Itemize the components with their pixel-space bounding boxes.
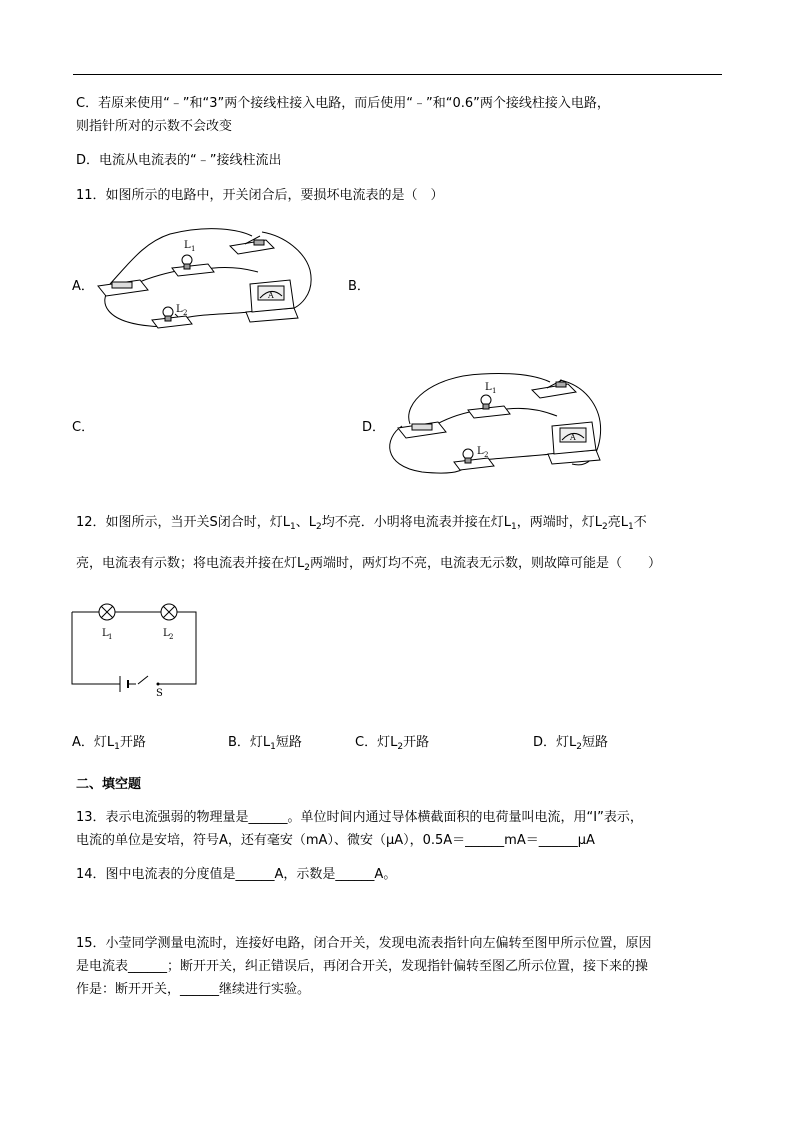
- q10-option-d: D．电流从电流表的“﹣”接线柱流出: [76, 153, 282, 168]
- q15-line3: 作是：断开开关，______继续进行实验。: [76, 982, 311, 997]
- switch-icon: [230, 236, 274, 254]
- q15-line1: 15．小莹同学测量电流时，连接好电路，闭合开关，发现电流表指针向左偏转至图甲所示位置，原因: [76, 936, 652, 951]
- q12-opt-c-text2: 开路: [403, 735, 430, 750]
- q12-opt-a-text2: 开路: [119, 735, 146, 750]
- q12-opt-b-text2: 短路: [275, 735, 302, 750]
- fig-a-lamp1-label: L: [184, 240, 191, 251]
- fig-d-meter-label: A: [570, 433, 576, 442]
- q11-option-d-label: D．: [362, 420, 386, 435]
- q12-stem1-e: 亮L: [607, 515, 628, 530]
- q13-line1: 13．表示电流强弱的物理量是______。单位时间内通过导体横截面积的电荷量叫电流，用“I”表示，: [76, 810, 643, 825]
- section-title: 二、填空题: [76, 777, 142, 792]
- q12-stem2-b: 两端时，两灯均不亮，电流表无示数，则故障可能是（ ）: [309, 556, 661, 571]
- q10-option-c-line2: 则指针所对的示数不会改变: [76, 119, 233, 134]
- q12-sub: 2: [304, 563, 310, 573]
- battery-icon: [98, 280, 148, 296]
- q11-option-c-label: C．: [72, 420, 95, 435]
- q12-sub: 1: [290, 522, 296, 532]
- q12-sub: 2: [316, 522, 322, 532]
- q12-opt-d-text2: 短路: [582, 735, 609, 750]
- q12-fig-lamp1-sub: 1: [108, 633, 113, 641]
- q12-option-a: [72, 731, 146, 752]
- ammeter-icon: [548, 422, 600, 464]
- q12-option-d: [533, 731, 608, 752]
- q12-stem1-c: 均不亮．小明将电流表并接在灯L: [321, 515, 512, 530]
- q14-line1: 14．图中电流表的分度值是______A，示数是______A。: [76, 867, 397, 882]
- ammeter-icon: [246, 280, 298, 322]
- q12-sub: 1: [627, 522, 634, 532]
- q12-opt-b-sub: 1: [270, 742, 276, 752]
- q12-stem1-b: 、L: [295, 515, 317, 530]
- q10-option-c-line1: C．若原来使用“﹣”和“3”两个接线柱接入电路，而后使用“﹣”和“0.6”两个接线柱接入电路，: [76, 96, 610, 111]
- q12-opt-a-sub: 1: [114, 742, 120, 752]
- q13-line2: 电流的单位是安培，符号A，还有毫安（mA）、微安（μA），0.5A＝______mA＝______μA: [76, 833, 595, 848]
- fig-d-lamp1-label: L: [485, 382, 492, 393]
- lamp-l1-icon: [468, 395, 510, 418]
- q12-stem1-f: 不: [633, 515, 647, 530]
- q12-circuit-diagram: [70, 604, 200, 699]
- q12-opt-d-text: D．灯L: [533, 735, 577, 750]
- q11-figure-d: [382, 368, 612, 478]
- q12-option-c: [355, 731, 429, 752]
- switch-symbol-icon: [157, 683, 160, 686]
- fig-a-lamp2-label: L: [176, 304, 183, 315]
- q11-stem: 11．如图所示的电路中，开关闭合后，要损坏电流表的是（ ）: [76, 188, 444, 203]
- q12-fig-lamp2-label: L: [163, 628, 170, 639]
- q12-opt-c-text: C．灯L: [355, 735, 398, 750]
- q12-sub: 2: [602, 522, 608, 532]
- fig-a-lamp2-sub: 2: [183, 309, 188, 317]
- q11-option-a-label: A．: [72, 279, 94, 294]
- q11-figure-a: [90, 222, 320, 342]
- lamp-l1-icon: [172, 255, 214, 276]
- q12-opt-d-sub: 2: [576, 742, 582, 752]
- q12-sub: 1: [511, 522, 517, 532]
- q12-stem1-d: ，两端时，灯L: [516, 515, 602, 530]
- q12-opt-a-text: A．灯L: [72, 735, 115, 750]
- q12-fig-lamp2-sub: 2: [169, 633, 174, 641]
- q15-line2: 是电流表______；断开开关，纠正错误后，再闭合开关，发现指针偏转至图乙所示位置，接下来的操: [76, 959, 649, 974]
- q12-fig-lamp1-label: L: [102, 628, 109, 639]
- q12-stem1-a: 12．如图所示，当开关S闭合时，灯L: [76, 515, 291, 530]
- q12-opt-b-text: B．灯L: [228, 735, 271, 750]
- battery-icon: [398, 422, 446, 438]
- lamp-l2-symbol-icon: [161, 604, 177, 620]
- q12-fig-switch-label: S: [156, 688, 163, 699]
- fig-a-meter-label: A: [268, 291, 274, 300]
- q12-stem2-a: 亮，电流表有示数；将电流表并接在灯L: [76, 556, 305, 571]
- fig-d-lamp2-label: L: [477, 446, 484, 457]
- fig-d-lamp2-sub: 2: [484, 451, 489, 459]
- q12-option-b: [228, 731, 302, 752]
- battery-symbol-icon: [120, 676, 128, 692]
- q12-stem-line1: [76, 513, 647, 537]
- q12-opt-c-sub: 2: [397, 742, 404, 752]
- lamp-l1-symbol-icon: [99, 604, 115, 620]
- q11-option-b-label: B．: [348, 279, 370, 294]
- q12-stem-line2: [76, 554, 661, 578]
- fig-a-lamp1-sub: 1: [191, 245, 196, 253]
- header-rule: [73, 74, 722, 75]
- fig-d-lamp1-sub: 1: [492, 387, 497, 395]
